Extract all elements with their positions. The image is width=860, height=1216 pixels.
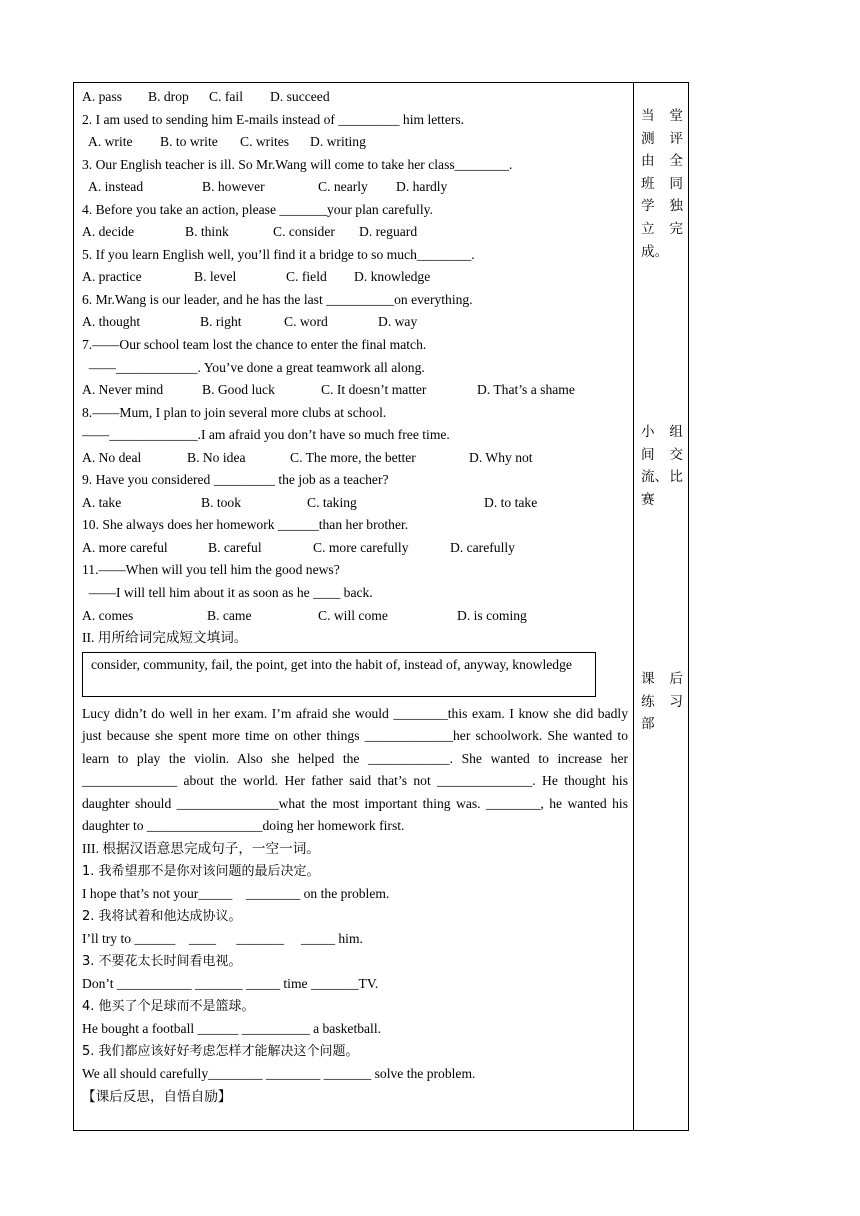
answer-option: B. came <box>207 607 252 623</box>
side-note-row <box>641 444 683 467</box>
question-stem: 10. She always does her homework ______than her brother. <box>82 517 409 533</box>
side-note-char: 小 <box>641 424 655 440</box>
multiple-choice-section <box>82 86 628 627</box>
answer-options <box>82 86 628 109</box>
answer-option: A. practice <box>82 269 142 285</box>
answer-option: C. word <box>284 314 328 330</box>
answer-option: C. The more, the better <box>290 449 416 465</box>
answer-option: A. Never mind <box>82 382 164 398</box>
answer-options <box>82 176 628 199</box>
answer-option: D. knowledge <box>354 269 431 285</box>
translation-prompt: 3. 不要花太长时间看电视。 <box>82 953 242 969</box>
answer-option: C. fail <box>209 89 243 104</box>
answer-option: C. will come <box>318 607 388 623</box>
side-note-row <box>641 150 683 173</box>
side-note-char: 独 <box>669 198 683 215</box>
question-response-line: ——_____________.I am afraid you don’t have so much free time. <box>82 427 450 443</box>
question-stem: 5. If you learn English well, you’ll find it a bridge to so much________. <box>82 246 475 262</box>
side-note-row <box>641 218 683 241</box>
answer-options <box>82 131 628 154</box>
side-note-row <box>641 105 683 128</box>
answer-option: B. Good luck <box>202 382 275 398</box>
answer-option: A. thought <box>82 314 141 330</box>
question-stem: 7.——Our school team lost the chance to enter the final match. <box>82 337 427 353</box>
side-note-char: 比 <box>669 469 683 486</box>
side-note-char: 部 <box>641 716 655 733</box>
side-note-char: 同 <box>669 175 683 192</box>
translation-prompt: 1. 我希望那不是你对该问题的最后决定。 <box>82 863 320 879</box>
question-stem: 3. Our English teacher is ill. So Mr.Wang will come to take her class________. <box>82 156 513 172</box>
answer-option: A. write <box>88 134 133 150</box>
side-note-char: 交 <box>669 446 683 463</box>
answer-option: B. to write <box>160 134 218 150</box>
side-note-char: 立 <box>641 220 655 237</box>
section-3-heading: III. 根据汉语意思完成句子，一空一词。 <box>82 840 320 856</box>
side-note-char: 当 <box>641 108 655 124</box>
answer-option: D. to take <box>484 494 538 510</box>
answer-options <box>82 605 628 628</box>
side-note-char: 班 <box>641 175 655 192</box>
side-note-char: 学 <box>641 198 655 215</box>
question-stem: 2. I am used to sending him E-mails instead of _________ him letters. <box>82 111 465 127</box>
exercise-column <box>82 86 628 1109</box>
answer-options <box>82 537 628 560</box>
section-2-heading: II. 用所给词完成短文填词。 <box>82 630 248 646</box>
side-note-char: 评 <box>669 130 683 147</box>
side-note-row <box>641 691 683 714</box>
question-stem: 11.——When will you tell him the good news? <box>82 562 340 578</box>
answer-option: A. No deal <box>82 449 142 465</box>
question-stem: 6. Mr.Wang is our leader, and he has the last __________on everything. <box>82 291 473 307</box>
side-note-char: 课 <box>641 671 655 687</box>
answer-option: D. reguard <box>359 224 418 240</box>
side-note-char: 由 <box>641 153 655 170</box>
word-box: consider, community, fail, the point, get into the habit of, instead of, anyway, knowledge <box>82 652 596 697</box>
answer-option: A. comes <box>82 607 134 623</box>
side-note-char: 赛 <box>641 491 655 508</box>
side-note-char: 全 <box>669 153 683 170</box>
answer-option: A. pass <box>82 89 123 104</box>
answer-options <box>82 492 628 515</box>
answer-option: D. That’s a shame <box>477 382 575 398</box>
side-note-char: 成。 <box>641 243 669 260</box>
side-note-group-contest <box>641 421 683 511</box>
translation-answer-line: Don’t ___________ _______ _____ time _______TV. <box>82 976 379 992</box>
answer-option: A. take <box>82 494 122 510</box>
translation-section <box>82 861 628 1086</box>
answer-option: C. field <box>286 269 327 285</box>
answer-option: D. carefully <box>450 539 515 555</box>
side-note-char: 堂 <box>669 108 683 124</box>
question-response-line: ——____________. You’ve done a great teamwork all along. <box>82 359 425 375</box>
answer-options <box>82 311 628 334</box>
answer-option: B. however <box>202 179 265 195</box>
answer-option: C. It doesn’t matter <box>321 382 427 398</box>
column-divider <box>633 83 634 1130</box>
question-stem: 4. Before you take an action, please _______your plan carefully. <box>82 201 433 217</box>
translation-prompt: 5. 我们都应该好好考虑怎样才能解决这个问题。 <box>82 1043 359 1059</box>
answer-option: C. consider <box>273 224 335 240</box>
answer-option: D. Why not <box>469 449 533 465</box>
answer-option: B. think <box>185 224 229 240</box>
side-note-char: 完 <box>669 220 683 237</box>
answer-option: A. more careful <box>82 539 168 555</box>
answer-options <box>82 447 628 470</box>
side-note-char: 间 <box>641 446 655 463</box>
side-note-char: 组 <box>669 424 683 440</box>
side-note-row <box>641 489 683 512</box>
answer-option: C. writes <box>240 134 290 150</box>
answer-option: A. decide <box>82 224 135 240</box>
side-note-row <box>641 466 683 489</box>
answer-option: D. hardly <box>396 179 448 195</box>
answer-option: B. level <box>194 269 237 285</box>
translation-answer-line: I hope that’s not your_____ ________ on the problem. <box>82 886 390 902</box>
answer-options <box>82 221 628 244</box>
side-note-char: 练 <box>641 693 655 710</box>
answer-option: B. drop <box>148 89 189 104</box>
side-note-in-class-test <box>641 105 683 263</box>
side-note-row <box>641 421 683 444</box>
answer-option: B. right <box>200 314 242 330</box>
translation-answer-line: He bought a football ______ __________ a basketball. <box>82 1021 382 1037</box>
answer-option: A. instead <box>88 179 144 195</box>
answer-option: D. succeed <box>270 89 330 104</box>
side-note-char: 流、 <box>641 469 669 486</box>
answer-option: C. more carefully <box>313 539 409 555</box>
reflection-heading: 【课后反思，自悟自励】 <box>82 1088 232 1104</box>
translation-answer-line: We all should carefully________ ________ _______ solve the problem. <box>82 1066 476 1082</box>
question-response-line: ——I will tell him about it as soon as he ____ back. <box>82 585 373 601</box>
side-note-row <box>641 241 683 264</box>
side-note-row <box>641 128 683 151</box>
translation-prompt: 2. 我将试着和他达成协议。 <box>82 908 242 924</box>
translation-answer-line: I’ll try to ______ ____ _______ _____ him. <box>82 931 363 947</box>
side-note-char: 后 <box>669 671 683 687</box>
side-note-row <box>641 713 683 736</box>
answer-option: B. took <box>201 494 242 510</box>
answer-options <box>82 379 628 402</box>
answer-option: C. nearly <box>318 179 368 195</box>
side-note-homework <box>641 668 683 736</box>
question-stem: 9. Have you considered _________ the job as a teacher? <box>82 472 389 488</box>
question-stem: 8.——Mum, I plan to join several more clubs at school. <box>82 404 387 420</box>
side-note-row <box>641 195 683 218</box>
answer-option: D. writing <box>310 134 366 150</box>
answer-option: B. No idea <box>187 449 246 465</box>
side-note-row <box>641 668 683 691</box>
side-note-char: 习 <box>669 693 683 710</box>
answer-option: B. careful <box>208 539 262 555</box>
answer-options <box>82 266 628 289</box>
answer-option: D. is coming <box>457 607 527 623</box>
answer-option: D. way <box>378 314 418 330</box>
answer-option: C. taking <box>307 494 357 510</box>
side-note-row <box>641 173 683 196</box>
worksheet-table <box>73 82 689 1131</box>
side-note-char: 测 <box>641 130 655 147</box>
cloze-passage: Lucy didn’t do well in her exam. I’m afraid she would ________this exam. I know she did badly just because she spent more time on other things _____________her schoolwork. She wanted to learn to play the violin. Also she helped the ____________. She wanted to increase her ______________ about the world. Her father said that’s not ______________. He thought his daughter should _______________what the most important thing was. ________, he wanted his daughter to _________________doing her homework first. <box>82 705 628 834</box>
translation-prompt: 4. 他买了个足球而不是篮球。 <box>82 998 255 1014</box>
